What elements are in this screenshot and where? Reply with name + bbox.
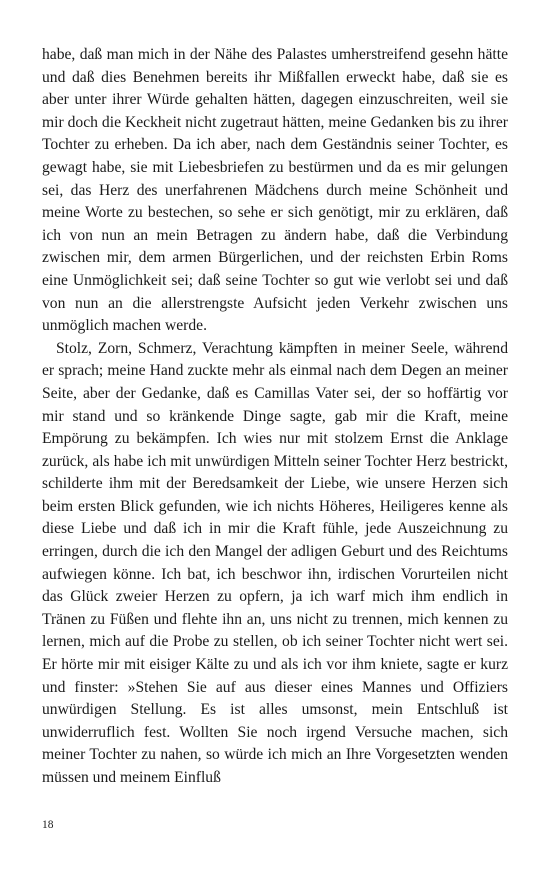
paragraph-continued: habe, daß man mich in der Nähe des Palastes umherstreifend gesehn hätte und daß dies Benehmen bereits ihr Mißfallen erweckt habe, daß sie es aber unter ihrer Würde gehalten hätten, dagegen einzuschreiten, weil sie mir doch die Keckheit nicht zugetraut hätten, meine Gedanken bis zu ihrer Tochter zu erheben. Da ich aber, nach dem Geständnis seiner Tochter, es gewagt habe, sie mit Liebesbriefen zu bestürmen und da es mir gelungen sei, das Herz des unerfahrenen Mädchens durch meine Schönheit und meine Worte zu bestechen, so sehe er sich genötigt, mir zu erklären, daß ich von nun an mein Betragen zu ändern habe, daß die Verbindung zwischen mir, dem armen Bürgerlichen, und der reichsten Erbin Roms eine Unmöglichkeit sei; daß seine Tochter so gut wie verlobt sei und daß von nun an die allerstrengste Aufsicht jeden Verkehr zwischen uns unmöglich machen werde. (42, 46, 508, 335)
page-number: 18 (42, 819, 54, 831)
paragraph: Stolz, Zorn, Schmerz, Verachtung kämpften in meiner Seele, während er sprach; meine Hand zuckte mehr als einmal nach dem Degen an meiner Seite, aber der Gedanke, daß es Camillas Vater sei, der so hoffärtig vor mir stand und so kränkende Dinge sagte, gab mir die Kraft, meine Empörung zu bekämpfen. Ich wies nur mit stolzem Ernst die Anklage zurück, als habe ich mit unwürdigen Mitteln seiner Tochter Herz bestrickt, schilderte ihm mit der Beredsamkeit der Liebe, wie unsere Herzen sich beim ersten Blick gefunden, wie ich nichts Höheres, Heiligeres kenne als diese Liebe und daß ich in mir die Kraft fühle, jede Auszeichnung zu erringen, durch die ich den Mangel der adligen Geburt und des Reichtums aufwiegen könne. Ich bat, ich beschwor ihn, irdischen Vorurteilen nicht das Glück zweier Herzen zu opfern, ja ich warf mich ihm endlich in Tränen zu Füßen und flehte ihn an, uns nicht zu trennen, mich kennen zu lernen, mich auf die Probe zu stellen, ob ich seiner Tochter nicht wert sei. Er hörte mir mit eisiger Kälte zu und als ich vor ihm kniete, sagte er kurz und finster: »Stehen Sie auf aus dieser eines Mannes und Offiziers unwürdigen Stellung. Es ist alles umsonst, mein Entschluß ist unwiderruflich fest. Wollten Sie noch irgend Versuche machen, sich meiner Tochter zu nahen, so würde ich mich an Ihre Vorgesetzten wenden müssen und meinem Einfluß (42, 339, 508, 786)
body-text (42, 44, 508, 790)
